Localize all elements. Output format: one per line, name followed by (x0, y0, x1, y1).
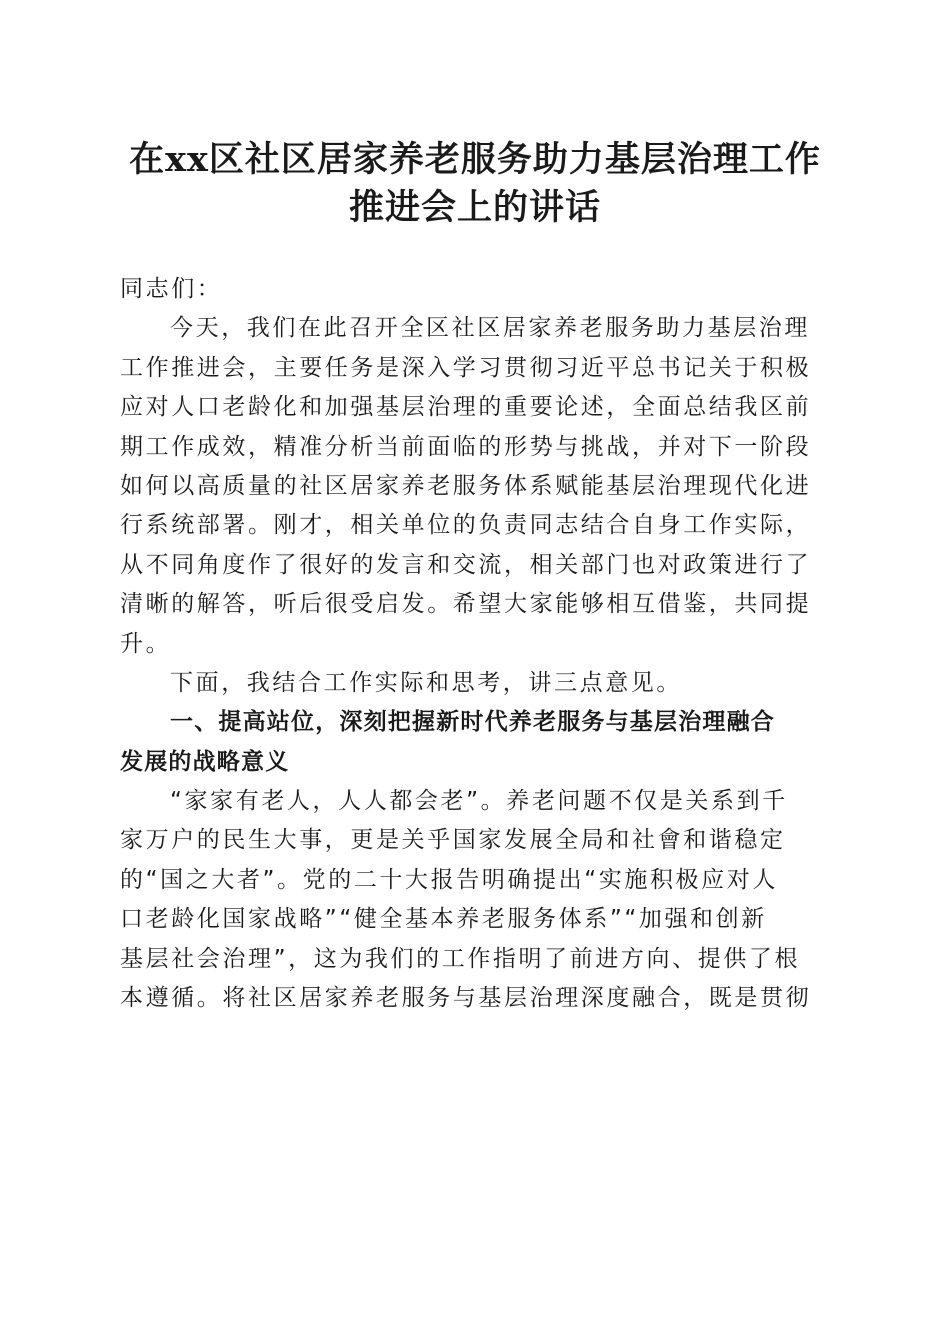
text-line: 如何以高质量的社区居家养老服务体系赋能基层治理现代化进 (120, 472, 812, 499)
text-line: 应对人口老龄化和加强基层治理的重要论述，全面总结我区前 (120, 394, 812, 421)
text-line: 从不同角度作了很好的发言和交流，相关部门也对政策进行了 (120, 551, 812, 578)
text-line: 升。 (120, 630, 172, 657)
text-line: 期工作成效，精准分析当前面临的形势与挑战，并对下一阶段 (120, 433, 812, 460)
salutation (120, 270, 825, 309)
text-line: “家家有老人，人人都会老”。养老问题不仅是关系到千 (170, 788, 788, 815)
paragraph-opening (120, 309, 825, 664)
document-title (100, 136, 850, 232)
paragraph-transition (120, 664, 825, 703)
heading-line: 一、提高站位，深刻把握新时代养老服务与基层治理融合 (170, 709, 775, 736)
text-line: 今天，我们在此召开全区社区居家养老服务助力基层治理 (170, 315, 810, 342)
text-line: 口老龄化国家战略”“健全基本养老服务体系”“加强和创新 (120, 906, 767, 933)
text-line: 基层社会治理”，这为我们的工作指明了前进方向、提供了根 (120, 945, 801, 972)
title-line: 在xx区社区居家养老服务助力基层治理工作 (129, 139, 821, 180)
text-line: 行系统部署。刚才，相关单位的负责同志结合自身工作实际， (120, 512, 812, 539)
text-line: 家万户的民生大事，更是关乎国家发展全局和社會和谐稳定 (120, 827, 786, 854)
paragraph-section-1 (120, 782, 825, 1018)
text-line: 工作推进会，主要任务是深入学习贯彻习近平总书记关于积极 (120, 354, 812, 381)
text-line: 本遵循。将社区居家养老服务与基层治理深度融合，既是贯彻 (120, 985, 812, 1012)
heading-line: 发展的战略意义 (120, 748, 290, 775)
text-line: 同志们： (120, 276, 223, 302)
document-body (120, 270, 825, 1018)
text-line: 的“国之大者”。党的二十大报告明确提出“实施积极应对人 (120, 866, 778, 893)
title-line: 推进会上的讲话 (348, 187, 601, 228)
section-heading-1 (120, 703, 825, 782)
text-line: 下面，我结合工作实际和思考，讲三点意见。 (170, 669, 682, 696)
text-line: 清晰的解答，听后很受启发。希望大家能够相互借鉴，共同提 (120, 591, 812, 618)
